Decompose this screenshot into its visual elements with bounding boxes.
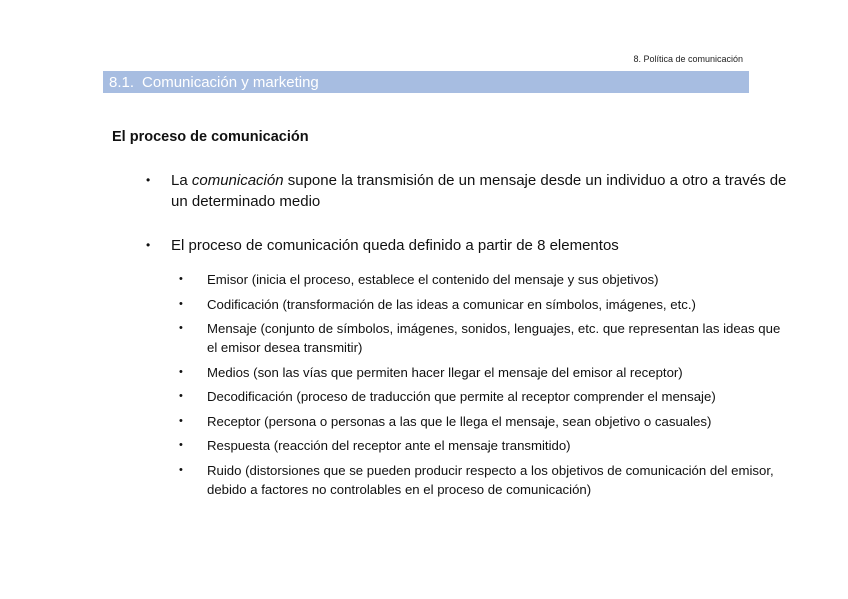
section-header-bar (103, 71, 749, 93)
section-title: Comunicación y marketing (142, 74, 319, 91)
bullet-marker: • (179, 365, 183, 378)
list-item-text: Decodificación (proceso de traducción que permite al receptor comprender el mensaje) (207, 389, 716, 404)
bullet-marker: • (179, 463, 183, 476)
list-item-respuesta (179, 436, 789, 455)
list-item-medios (179, 363, 789, 382)
elements-list (179, 270, 789, 504)
list-item-emisor (179, 270, 789, 289)
bullet-marker: • (146, 238, 151, 252)
bullet-marker: • (179, 322, 183, 334)
bullet-marker: • (179, 273, 183, 285)
list-item-text: Receptor (persona o personas a las que le llega el mensaje, sean objetivo o casuales) (207, 413, 712, 429)
bullet-elements-intro (146, 235, 796, 256)
list-item-mensaje (179, 319, 789, 357)
bullet-marker: • (146, 173, 151, 187)
list-item-codificacion (179, 295, 789, 314)
bullet-text (171, 170, 796, 212)
bullet-emphasis: comunicación (191, 172, 284, 189)
slide-subtitle: El proceso de comunicación (112, 129, 309, 145)
list-item-text: Ruido (distorsiones que se pueden producir respecto a los objetivos de comunicación del emisor, debido a factores no controlables en el proceso de comunicación) (207, 462, 774, 497)
list-item-text: Respuesta (reacción del receptor ante el mensaje transmitido) (207, 438, 571, 453)
bullet-text: El proceso de comunicación queda definido a partir de 8 elementos (171, 237, 619, 254)
chapter-label: 8. Política de comunicación (633, 54, 743, 64)
section-number: 8.1. (109, 74, 135, 91)
bullet-marker: • (179, 414, 183, 427)
bullet-marker: • (179, 439, 183, 451)
list-item-ruido (179, 461, 789, 499)
bullet-text-start: La (171, 172, 192, 189)
list-item-text: Codificación (transformación de las ideas a comunicar en símbolos, imágenes, etc.) (207, 296, 696, 312)
list-item-text: Emisor (inicia el proceso, establece el contenido del mensaje y sus objetivos) (207, 272, 659, 287)
list-item-receptor (179, 412, 789, 431)
bullet-text-end: supone la transmisión de un mensaje desde un individuo a otro a través de un determinado medio (171, 172, 787, 210)
list-item-text: Medios (son las vías que permiten hacer llegar el mensaje del emisor al receptor) (207, 364, 683, 380)
bullet-definition (146, 170, 796, 212)
bullet-marker: • (179, 390, 183, 402)
list-item-decodificacion (179, 387, 789, 406)
bullet-marker: • (179, 297, 183, 310)
list-item-text: Mensaje (conjunto de símbolos, imágenes, sonidos, lenguajes, etc. que representan las ideas que el emisor desea transmitir) (207, 321, 781, 355)
